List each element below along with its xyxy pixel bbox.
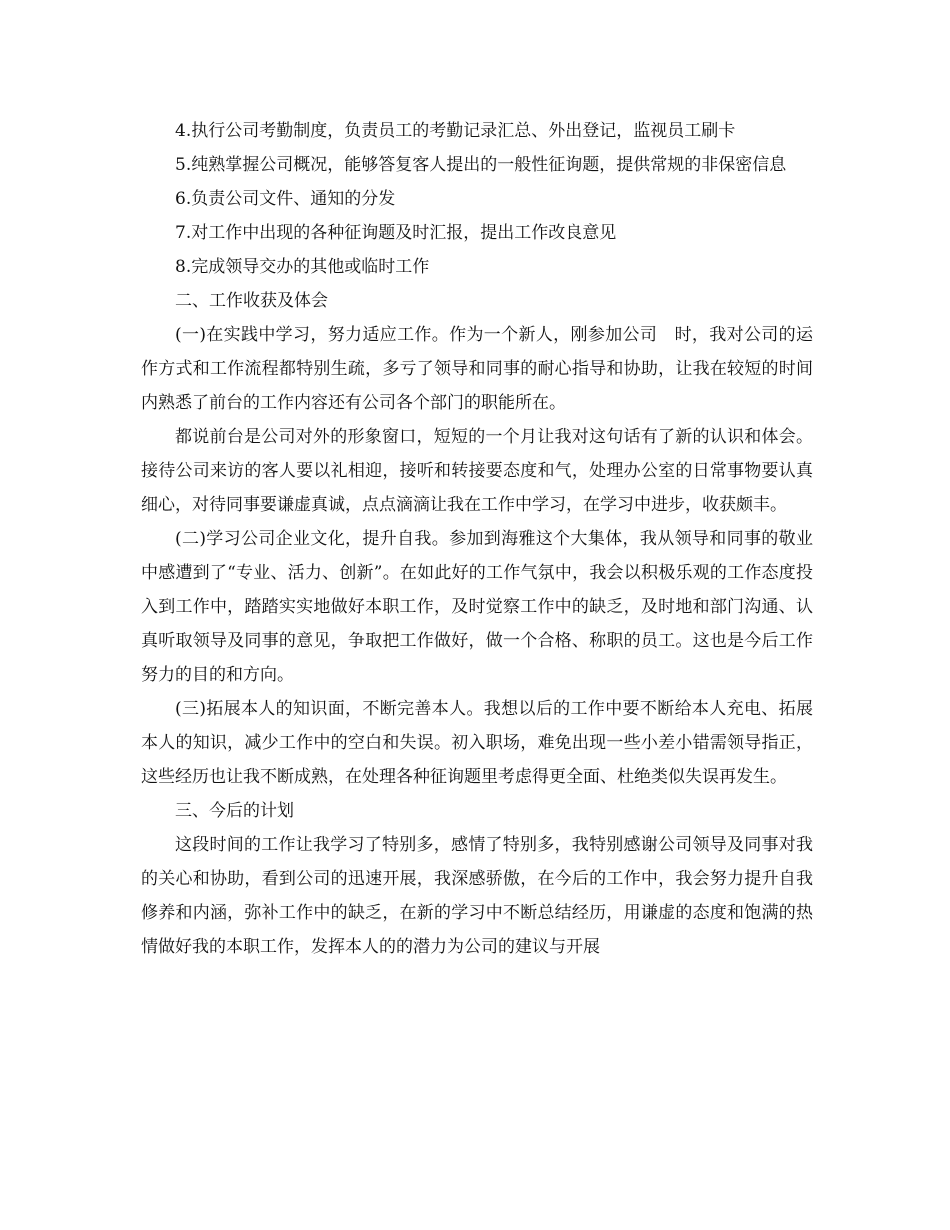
list-item-8: 8.完成领导交办的其他或临时工作 <box>175 257 430 277</box>
list-item-5: 5.纯熟掌握公司概况，能够答复客人提出的一般性征询题，提供常规的非保密信息 <box>175 155 787 175</box>
section-heading-2: 二、工作收获及体会 <box>175 291 328 311</box>
list-item-7: 7.对工作中出现的各种征询题及时汇报，提出工作改良意见 <box>175 223 617 243</box>
list-item-4: 4.执行公司考勤制度，负责员工的考勤记录汇总、外出登记，监视员工刷卡 <box>175 121 736 141</box>
closing-paragraph: 这段时间的工作让我学习了特别多，感情了特别多，我特别感谢公司领导及同事对我的关心和协助，看到公司的迅速开展，我深感骄傲，在今后的工作中，我会努力提升自我修养和内涵，弥补工作中的缺乏，在新的学习中不断总结经历，用谦虚的态度和饱满的热情做好我的本职工作，发挥本人的的潜力为公司的建议与开展 <box>141 835 813 957</box>
document-body <box>141 114 813 964</box>
paragraph-1: (一)在实践中学习，努力适应工作。作为一个新人，刚参加公司 时，我对公司的运作方式和工作流程都特别生疏，多亏了领导和同事的耐心指导和协助，让我在较短的时间内熟悉了前台的工作内容还有公司各个部门的职能所在。 <box>141 325 813 413</box>
paragraph-3: (二)学习公司企业文化，提升自我。参加到海雅这个大集体，我从领导和同事的敬业中感遭到了“专业、活力、创新”。在如此好的工作气氛中，我会以积极乐观的工作态度投入到工作中，踏踏实实地做好本职工作，及时觉察工作中的缺乏，及时地和部门沟通、认真听取领导及同事的意见，争取把工作做好，做一个合格、称职的员工。这也是今后工作努力的目的和方向。 <box>141 529 813 685</box>
paragraph-4: (三)拓展本人的知识面，不断完善本人。我想以后的工作中要不断给本人充电、拓展本人的知识，减少工作中的空白和失误。初入职场，难免出现一些小差小错需领导指正，这些经历也让我不断成熟，在处理各种征询题里考虑得更全面、杜绝类似失误再发生。 <box>141 699 813 787</box>
section-heading-3: 三、今后的计划 <box>175 801 294 821</box>
list-item-6: 6.负责公司文件、通知的分发 <box>175 189 396 209</box>
paragraph-2: 都说前台是公司对外的形象窗口，短短的一个月让我对这句话有了新的认识和体会。接待公司来访的客人要以礼相迎，接听和转接要态度和气，处理办公室的日常事物要认真细心，对待同事要谦虚真诚，点点滴滴让我在工作中学习，在学习中进步，收获颇丰。 <box>141 427 813 515</box>
